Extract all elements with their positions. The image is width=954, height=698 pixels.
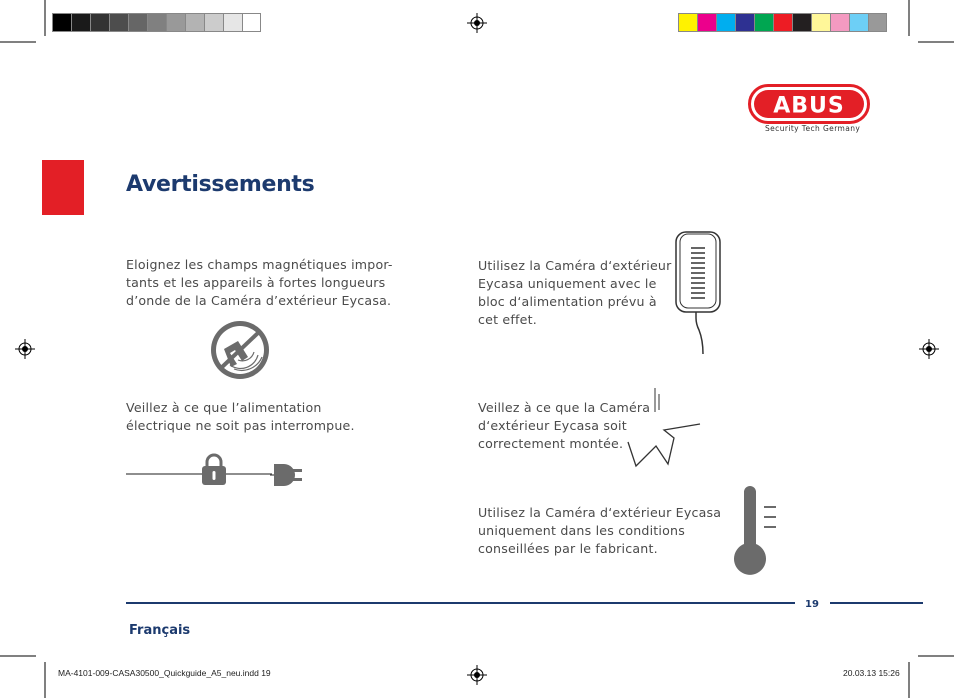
abus-logo-text: ABUS [773,93,845,119]
gray-swatch-2 [71,13,90,32]
color-swatch-10 [849,13,868,32]
page-title: Avertissements [126,172,315,197]
color-swatch-9 [830,13,849,32]
abus-logo [748,84,870,124]
color-swatch-6 [773,13,792,32]
logo-tagline: Security Tech Germany [765,124,861,133]
gray-swatch-4 [109,13,128,32]
process-color-bar [678,13,887,32]
color-swatch-3 [716,13,735,32]
gray-swatch-6 [147,13,166,32]
power-adapter-icon [672,228,724,356]
lock-icon [200,452,228,486]
gray-swatch-8 [185,13,204,32]
color-swatch-5 [754,13,773,32]
color-swatch-11 [868,13,887,32]
gray-swatch-5 [128,13,147,32]
gray-swatch-1 [52,13,71,32]
warning-power-supply-text: Utilisez la Caméra d‘extérieur Eycasa uniquement avec le bloc d‘alimentation prévu à cet effet. [478,258,672,327]
warning-mounting-text: Veillez à ce que la Caméra d‘extérieur Eycasa soit correctement montée. [478,400,651,451]
registration-mark-bottom [467,665,487,685]
registration-mark-left [15,339,35,359]
gray-swatch-10 [223,13,242,32]
plug-icon [270,460,304,490]
falling-icon [624,386,704,470]
color-swatch-7 [792,13,811,32]
color-swatch-8 [811,13,830,32]
grayscale-color-bar [52,13,261,32]
gray-swatch-3 [90,13,109,32]
warning-magnetic-text: Eloignez les champs magnétiques impor- tants et les appareils à fortes longueurs d’onde de la Caméra d’extérieur Eycasa. [126,257,393,308]
page-number: 19 [805,599,819,610]
print-slug-datetime: 20.03.13 15:26 [843,668,900,678]
gray-swatch-7 [166,13,185,32]
warning-conditions-text: Utilisez la Caméra d‘extérieur Eycasa uniquement dans les conditions conseillées par le fabricant. [478,505,722,556]
gray-swatch-9 [204,13,223,32]
thermometer-icon [734,486,782,578]
color-swatch-1 [678,13,697,32]
color-swatch-2 [697,13,716,32]
registration-mark-right [919,339,939,359]
warning-power-interrupt-text: Veillez à ce que l’alimentation électrique ne soit pas interrompue. [126,400,355,433]
no-magnet-icon [208,319,274,381]
language-label: Français [129,623,191,638]
color-swatch-4 [735,13,754,32]
print-slug-file: MA-4101-009-CASA30500_Quickguide_A5_neu.indd 19 [58,668,271,678]
registration-mark-top [467,13,487,33]
section-marker [42,160,84,215]
gray-swatch-11 [242,13,261,32]
